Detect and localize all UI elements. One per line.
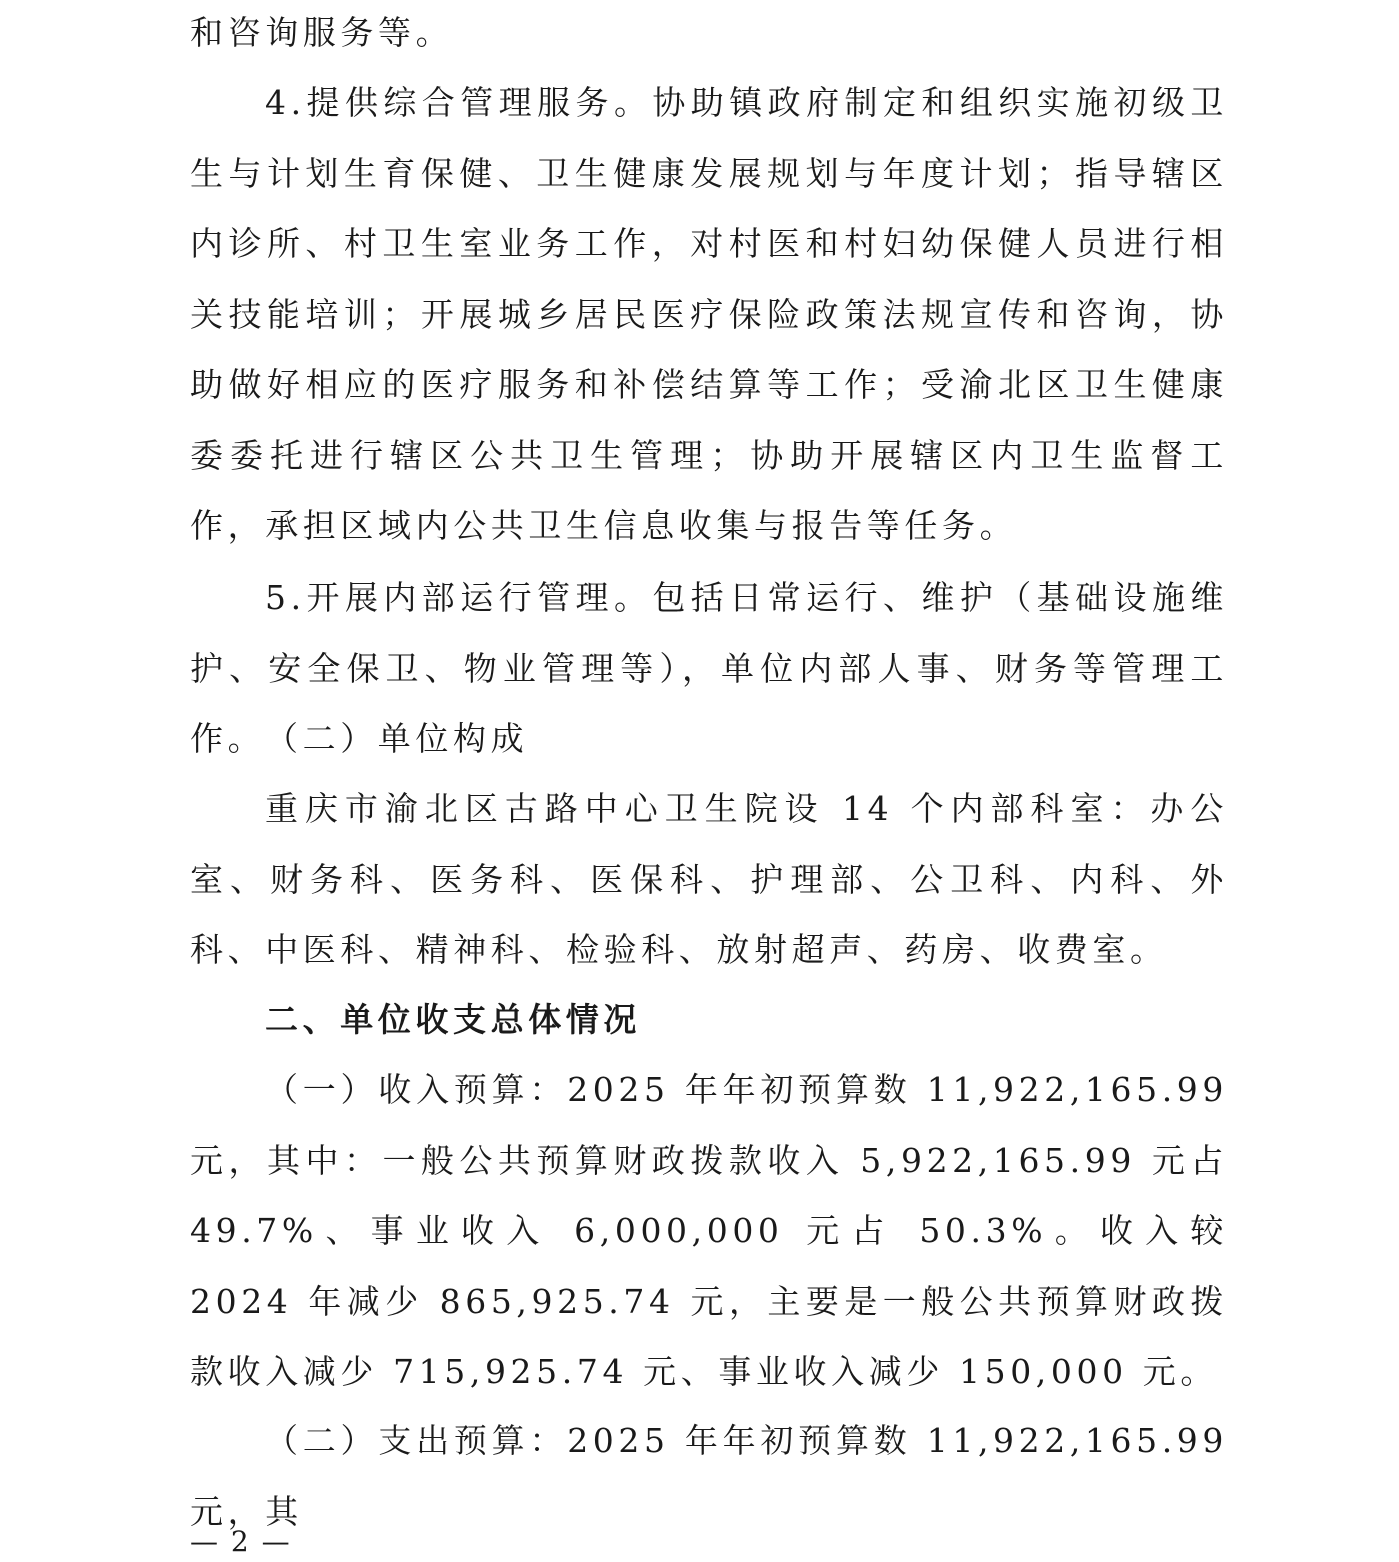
paragraph-unit-composition: 重庆市渝北区古路中心卫生院设 14 个内部科室：办公室、财务科、医务科、医保科、护理部、公卫科、内科、外科、中医科、精神科、检验科、放射超声、药房、收费室。 <box>190 789 1228 969</box>
paragraph-income-budget: （一）收入预算：2025 年年初预算数 11,922,165.99 元，其中：一般公共预算财政拨款收入 5,922,165.99 元占 49.7%、事业收入 6,000,000 元占 50.3%。收入较 2024 年减少 865,925.74 元，主要是一般公共预算财政拨款收入减少 715,925.74 元、事业收入减少 150,000 元。 <box>190 1070 1228 1391</box>
paragraph-item-5: 5.开展内部运行管理。包括日常运行、维护（基础设施维护、安全保卫、物业管理等），单位内部人事、财务等管理工作。 <box>190 578 1228 758</box>
section-heading-income-expense: 二、单位收支总体情况 <box>265 1000 641 1039</box>
page-number: — 2 — <box>190 1525 292 1558</box>
paragraph-item-4: 4.提供综合管理服务。协助镇政府制定和组织实施初级卫生与计划生育保健、卫生健康发展规划与年度计划；指导辖区内诊所、村卫生室业务工作，对村医和村妇幼保健人员进行相关技能培训；开展城乡居民医疗保险政策法规宣传和咨询，协助做好相应的医疗服务和补偿结算等工作；受渝北区卫生健康委委托进行辖区公共卫生管理；协助开展辖区内卫生监督工作，承担区域内公共卫生信息收集与报告等任务。 <box>190 83 1228 545</box>
section-heading-unit-composition: （二）单位构成 <box>265 719 529 758</box>
paragraph-expense-budget: （二）支出预算：2025 年年初预算数 11,922,165.99 元，其 <box>190 1421 1228 1531</box>
paragraph-continuation: 和咨询服务等。 <box>190 13 454 52</box>
